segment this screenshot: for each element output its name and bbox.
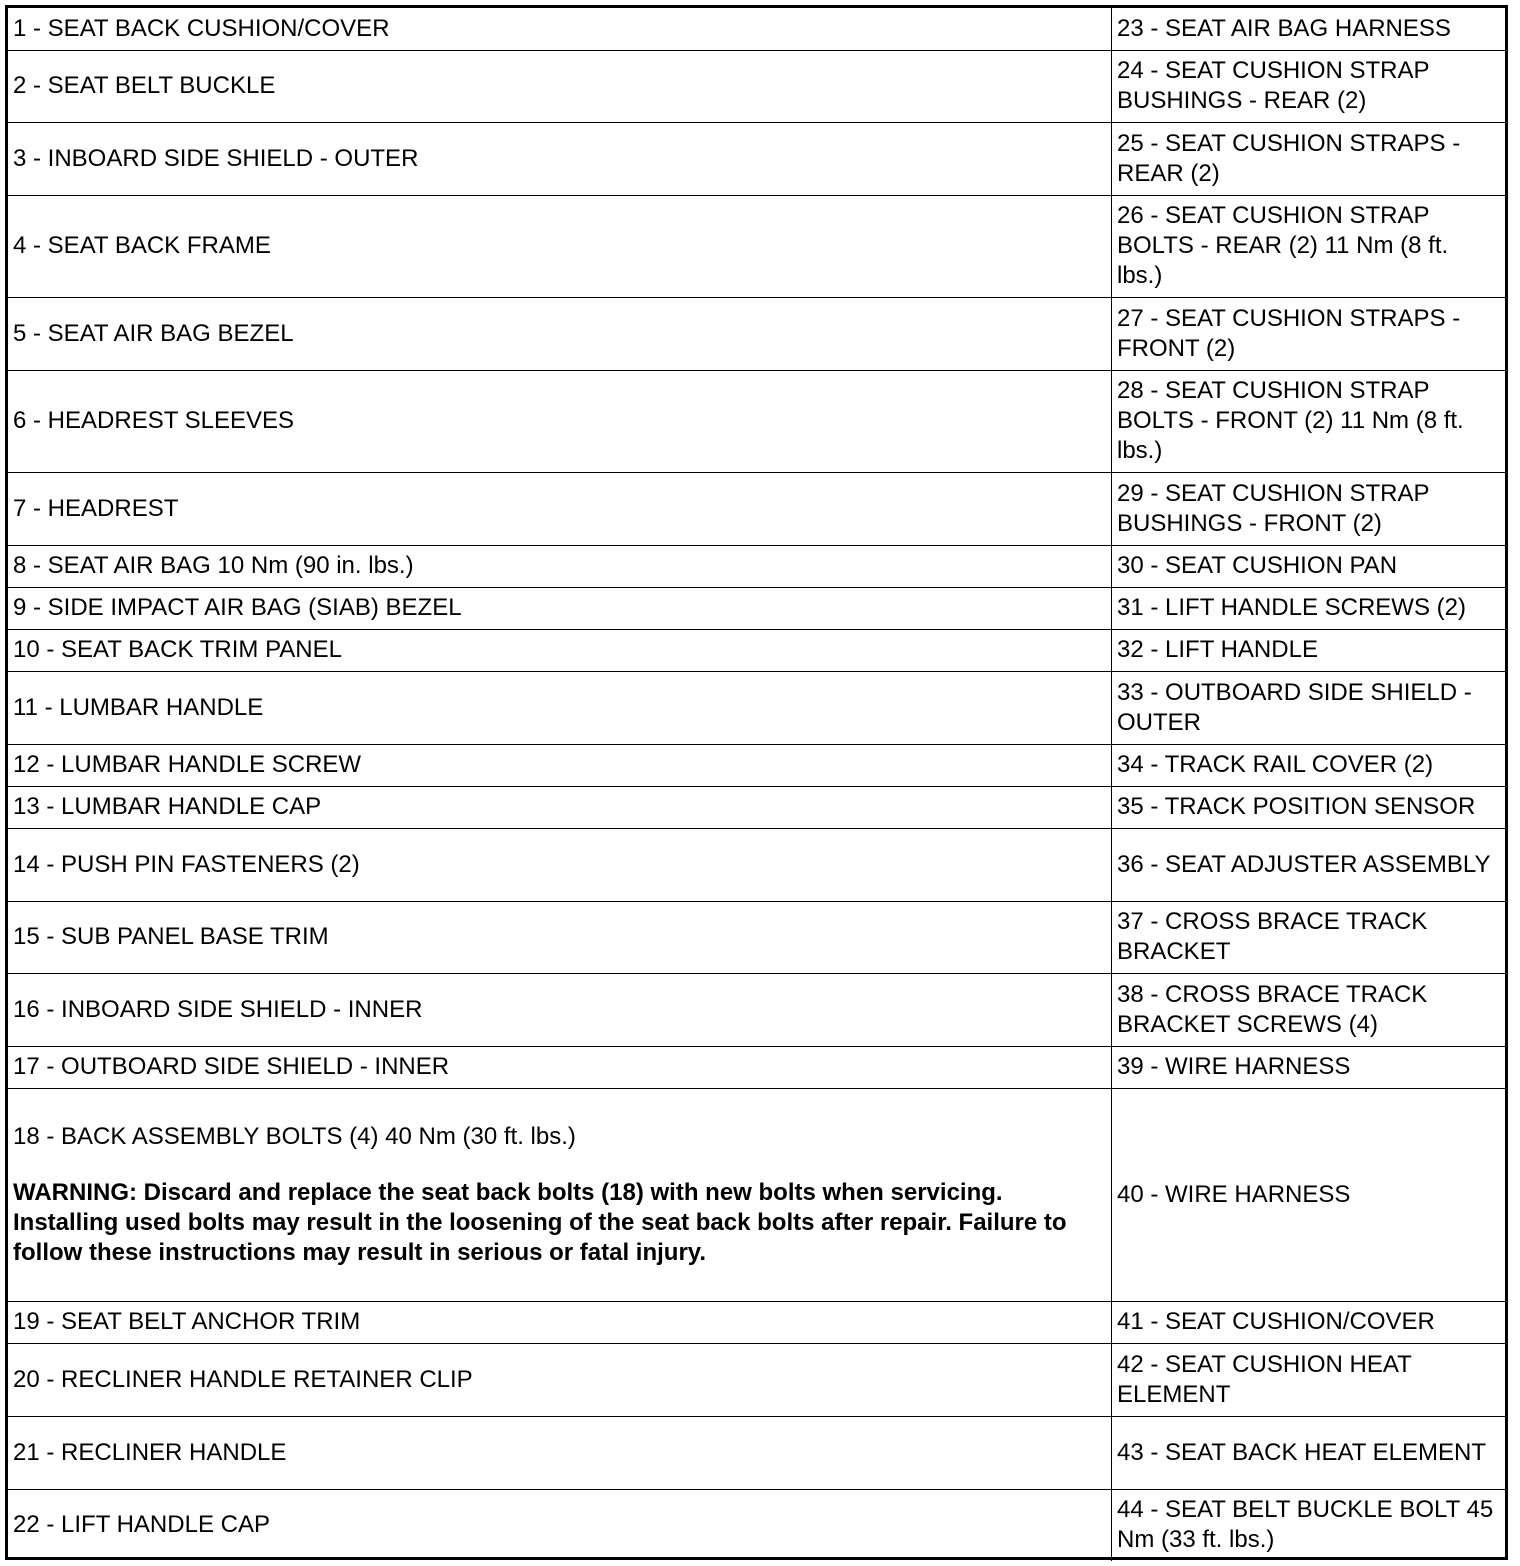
table-row [8,786,1505,828]
table-row [8,472,1505,545]
legend-item: 34 - TRACK RAIL COVER (2) [1112,744,1506,786]
legend-item: 12 - LUMBAR HANDLE SCREW [8,744,1112,786]
legend-item: 44 - SEAT BELT BUCKLE BOLT 45 Nm (33 ft. lbs.) [1112,1489,1506,1561]
table-row [8,901,1505,973]
table-row [8,195,1505,297]
legend-item: 41 - SEAT CUSHION/COVER [1112,1301,1506,1343]
legend-item: 35 - TRACK POSITION SENSOR [1112,786,1506,828]
legend-item: 16 - INBOARD SIDE SHIELD - INNER [8,973,1112,1046]
table-row [8,50,1505,122]
legend-item: 4 - SEAT BACK FRAME [8,195,1112,297]
legend-table [8,8,1505,1561]
legend-item: 11 - LUMBAR HANDLE [8,671,1112,744]
legend-item: 38 - CROSS BRACE TRACK BRACKET SCREWS (4) [1112,973,1506,1046]
table-row [8,297,1505,370]
legend-item: 27 - SEAT CUSHION STRAPS - FRONT (2) [1112,297,1506,370]
table-row [8,744,1505,786]
table-row [8,1489,1505,1561]
table-row [8,1046,1505,1088]
legend-item: 19 - SEAT BELT ANCHOR TRIM [8,1301,1112,1343]
table-row [8,629,1505,671]
table-row [8,1088,1505,1301]
legend-item: 7 - HEADREST [8,472,1112,545]
table-row [8,122,1505,195]
legend-item-text: 18 - BACK ASSEMBLY BOLTS (4) 40 Nm (30 ft. lbs.) [13,1122,576,1150]
legend-item: 26 - SEAT CUSHION STRAP BOLTS - REAR (2) 11 Nm (8 ft. lbs.) [1112,195,1506,297]
legend-item: 31 - LIFT HANDLE SCREWS (2) [1112,587,1506,629]
legend-item: 36 - SEAT ADJUSTER ASSEMBLY [1112,828,1506,901]
legend-item: 6 - HEADREST SLEEVES [8,370,1112,472]
legend-item: 1 - SEAT BACK CUSHION/COVER [8,8,1112,50]
table-row [8,8,1505,50]
table-row [8,1343,1505,1416]
legend-item: 30 - SEAT CUSHION PAN [1112,545,1506,587]
legend-item: 24 - SEAT CUSHION STRAP BUSHINGS - REAR (2) [1112,50,1506,122]
legend-item: 14 - PUSH PIN FASTENERS (2) [8,828,1112,901]
legend-item: 21 - RECLINER HANDLE [8,1416,1112,1489]
table-row [8,1416,1505,1489]
legend-item: 2 - SEAT BELT BUCKLE [8,50,1112,122]
legend-item: 37 - CROSS BRACE TRACK BRACKET [1112,901,1506,973]
legend-item: 29 - SEAT CUSHION STRAP BUSHINGS - FRONT (2) [1112,472,1506,545]
table-row [8,545,1505,587]
legend-item: 25 - SEAT CUSHION STRAPS - REAR (2) [1112,122,1506,195]
legend-item: 15 - SUB PANEL BASE TRIM [8,901,1112,973]
legend-item: 22 - LIFT HANDLE CAP [8,1489,1112,1561]
component-legend [5,5,1508,1560]
legend-item: 20 - RECLINER HANDLE RETAINER CLIP [8,1343,1112,1416]
legend-item-with-warning [8,1088,1112,1301]
table-row [8,1301,1505,1343]
legend-item: 39 - WIRE HARNESS [1112,1046,1506,1088]
table-row [8,973,1505,1046]
legend-item: 42 - SEAT CUSHION HEAT ELEMENT [1112,1343,1506,1416]
legend-item: 17 - OUTBOARD SIDE SHIELD - INNER [8,1046,1112,1088]
table-row [8,671,1505,744]
legend-item: 33 - OUTBOARD SIDE SHIELD - OUTER [1112,671,1506,744]
legend-item: 13 - LUMBAR HANDLE CAP [8,786,1112,828]
warning-text: WARNING: Discard and replace the seat back bolts (18) with new bolts when servicing. Installing used bolts may result in the loosening of the seat back bolts after repair. Failure to follow these instructions may result in serious or fatal injury. [13,1178,1067,1266]
table-row [8,370,1505,472]
legend-item: 10 - SEAT BACK TRIM PANEL [8,629,1112,671]
legend-item: 8 - SEAT AIR BAG 10 Nm (90 in. lbs.) [8,545,1112,587]
legend-item: 5 - SEAT AIR BAG BEZEL [8,297,1112,370]
legend-item: 3 - INBOARD SIDE SHIELD - OUTER [8,122,1112,195]
legend-item: 9 - SIDE IMPACT AIR BAG (SIAB) BEZEL [8,587,1112,629]
legend-item: 28 - SEAT CUSHION STRAP BOLTS - FRONT (2) 11 Nm (8 ft. lbs.) [1112,370,1506,472]
legend-item: 43 - SEAT BACK HEAT ELEMENT [1112,1416,1506,1489]
legend-item: 32 - LIFT HANDLE [1112,629,1506,671]
table-row [8,828,1505,901]
table-row [8,587,1505,629]
legend-item: 40 - WIRE HARNESS [1112,1088,1506,1301]
legend-item: 23 - SEAT AIR BAG HARNESS [1112,8,1506,50]
